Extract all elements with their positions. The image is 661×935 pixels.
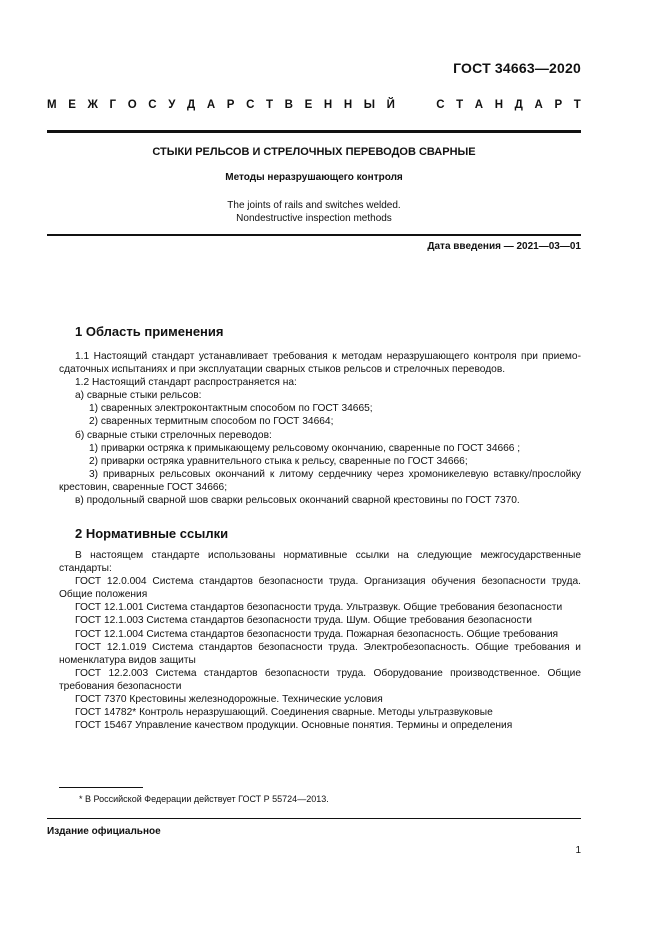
section1-line: б) сварные стыки стрелочных переводов: <box>75 429 272 441</box>
section2-line: ГОСТ 12.1.003 Система стандартов безопасности труда. Шум. Общие требования безопасности <box>75 615 532 627</box>
section2-line: ГОСТ 12.1.019 Система стандартов безопасности труда. Электробезопасность. Общие требования и номенклатура видов защиты <box>59 641 581 666</box>
heading-letter: Р <box>554 99 563 111</box>
section1-line: 1.2 Настоящий стандарт распространяется на: <box>75 377 297 389</box>
page-number: 1 <box>575 845 581 856</box>
heading-letter: Ж <box>87 99 98 111</box>
english-title <box>47 199 581 225</box>
title-rule <box>47 234 581 236</box>
section2-line: В настоящем стандарте использованы нормативные ссылки на следующие межгосударственные стандарты: <box>59 550 581 575</box>
footnote: * В Российской Федерации действует ГОСТ Р 55724—2013. <box>79 794 329 804</box>
interstate-standard-heading <box>47 99 581 111</box>
document-subtitle: Методы неразрушающего контроля <box>225 172 403 183</box>
heading-letter: Д <box>187 99 196 111</box>
heading-letter: С <box>436 99 445 111</box>
heading-letter <box>421 99 424 111</box>
heading-letter: М <box>47 99 57 111</box>
heading-letter <box>407 99 410 111</box>
heading-letter: С <box>246 99 255 111</box>
heading-letter: А <box>206 99 216 111</box>
introduction-date: Дата введения — 2021—03—01 <box>427 241 581 252</box>
section2-line: ГОСТ 7370 Крестовины железнодорожные. Технические условия <box>75 694 383 706</box>
heading-letter: Е <box>68 99 76 111</box>
gost-number: ГОСТ 34663—2020 <box>453 60 581 76</box>
heading-letter: Т <box>266 99 274 111</box>
section-2-body <box>59 549 581 732</box>
section2-line: ГОСТ 15467 Управление качеством продукции. Основные понятия. Термины и определения <box>75 720 513 732</box>
heading-letter: Н <box>343 99 353 111</box>
section1-line: 2) сваренных термитным способом по ГОСТ 34664; <box>89 416 334 428</box>
section2-line: ГОСТ 12.0.004 Система стандартов безопасности труда. Организация обучения безопасности труда. Общие положения <box>59 576 581 601</box>
heading-letter: С <box>148 99 157 111</box>
document-title: СТЫКИ РЕЛЬСОВ И СТРЕЛОЧНЫХ ПЕРЕВОДОВ СВАРНЫЕ <box>152 146 476 158</box>
section1-line: а) сварные стыки рельсов: <box>75 390 202 402</box>
heading-letter: Г <box>109 99 117 111</box>
heading-letter: Т <box>456 99 464 111</box>
heading-letter: У <box>168 99 176 111</box>
heading-letter: О <box>127 99 137 111</box>
heading-letter: А <box>474 99 484 111</box>
heading-letter: Н <box>323 99 333 111</box>
english-title-line-2: Nondestructive inspection methods <box>236 213 392 224</box>
section-2-heading: 2 Нормативные ссылки <box>75 526 229 541</box>
heading-letter: А <box>534 99 543 111</box>
heading-letter: В <box>284 99 293 111</box>
section2-line: ГОСТ 12.1.004 Система стандартов безопасности труда. Пожарная безопасность. Общие требования <box>75 628 559 640</box>
section-1-heading: 1 Область применения <box>75 324 224 339</box>
section2-line: ГОСТ 12.2.003 Система стандартов безопасности труда. Оборудование производственное. Общие требования безопасности <box>59 667 581 692</box>
section1-line: в) продольный сварной шов сварки рельсовых окончаний сварной крестовины по ГОСТ 7370. <box>75 495 520 507</box>
section1-line: 1) сваренных электроконтактным способом по ГОСТ 34665; <box>89 403 373 415</box>
heading-letter: Й <box>386 99 395 111</box>
footer-rule <box>47 818 581 819</box>
footnote-rule <box>59 787 143 788</box>
heading-letter: Е <box>304 99 313 111</box>
section1-line: 3) приварных рельсовых окончаний к литому сердечнику через хромоникелевую вставку/прослойку крестовин, сваренные ГОСТ 34666; <box>59 468 581 493</box>
heading-letter: Т <box>573 99 581 111</box>
section1-line: 1) приварки остряка к примыкающему рельсовому окончанию, сваренные по ГОСТ 34666 ; <box>89 442 521 454</box>
heading-letter: Ы <box>363 99 376 111</box>
section2-line: ГОСТ 12.1.001 Система стандартов безопасности труда. Ультразвук. Общие требования безопасности <box>75 602 563 614</box>
english-title-line-1: The joints of rails and switches welded. <box>227 200 401 211</box>
section-1-body <box>59 350 581 507</box>
section1-line: 2) приварки остряка уравнительного стыка к рельсу, сваренные по ГОСТ 34666; <box>89 455 468 467</box>
heading-letter: Н <box>494 99 504 111</box>
section1-line: 1.1 Настоящий стандарт устанавливает требования к методам неразрушающего контроля при приемо-сдаточных испытаниях и при эксплуатации сварных стыков рельсов и стрелочных переводов. <box>59 351 581 376</box>
header-rule <box>47 130 581 133</box>
edition-label: Издание официальное <box>47 826 161 837</box>
heading-letter: Д <box>514 99 523 111</box>
section2-line: ГОСТ 14782* Контроль неразрушающий. Соединения сварные. Методы ультразвуковые <box>75 707 493 719</box>
heading-letter: Р <box>226 99 235 111</box>
